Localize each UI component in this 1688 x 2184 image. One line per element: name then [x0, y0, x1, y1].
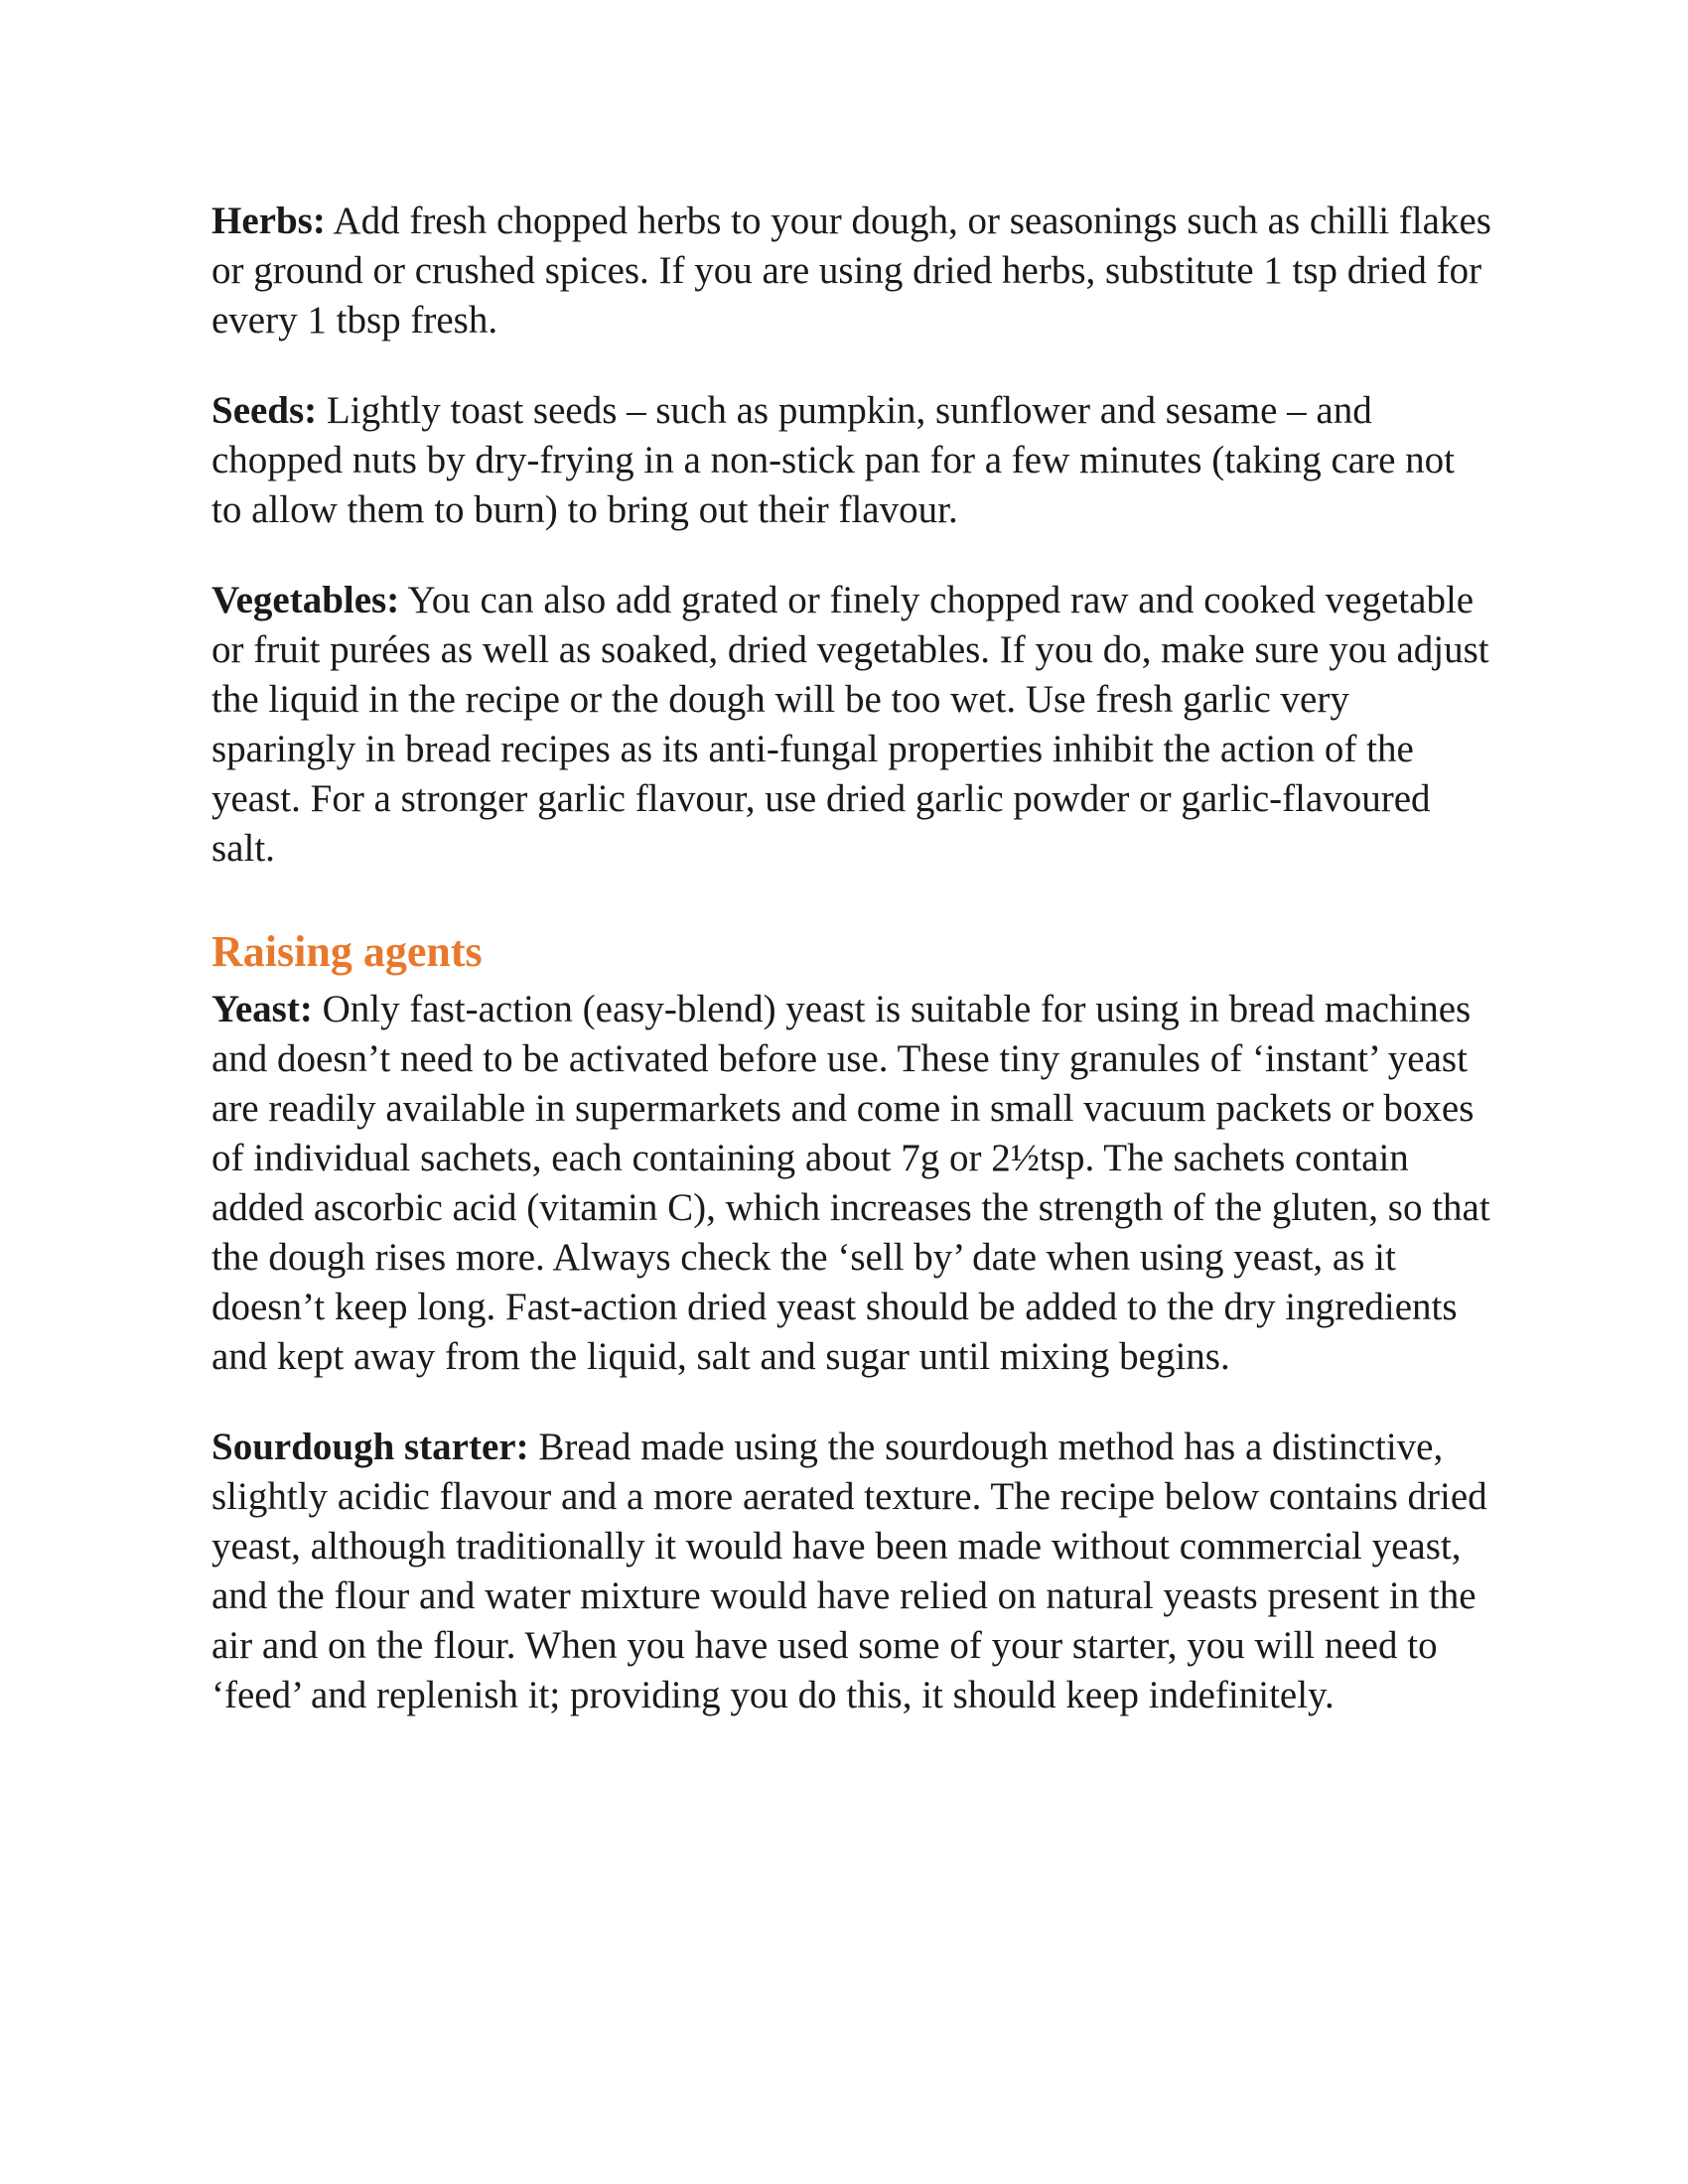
- document-page: [211, 197, 1492, 1761]
- paragraph-herbs: [211, 197, 1492, 345]
- paragraph-label: Sourdough starter:: [211, 1426, 529, 1468]
- section-heading: Raising agents: [211, 927, 483, 976]
- paragraph-text: Add fresh chopped herbs to your dough, or seasonings such as chilli flakes or ground or crushed spices. If you are using dried herbs, substitute 1 tsp dried for every 1 tbsp fresh.: [211, 200, 1491, 341]
- paragraph-label: Herbs:: [211, 200, 326, 242]
- paragraph-text: You can also add grated or finely chopped raw and cooked vegetable or fruit purées as well as soaked, dried vegetables. If you do, make sure you adjust the liquid in the recipe or the dough will be too wet. Use fresh garlic very sparingly in bread recipes as its anti-fungal properties inhibit the action of the yeast. For a stronger garlic flavour, use dried garlic powder or garlic-flavoured salt.: [211, 579, 1489, 870]
- paragraph-text: Lightly toast seeds – such as pumpkin, sunflower and sesame – and chopped nuts by dry-frying in a non-stick pan for a few minutes (taking care not to allow them to burn) to bring out their flavour.: [211, 389, 1455, 531]
- paragraph-label: Yeast:: [211, 988, 313, 1030]
- paragraph-label: Vegetables:: [211, 579, 400, 621]
- paragraph-sourdough-starter: [211, 1423, 1492, 1720]
- paragraph-text: Only fast-action (easy-blend) yeast is suitable for using in bread machines and doesn’t need to be activated before use. These tiny granules of ‘instant’ yeast are readily available in supermarkets and come in small vacuum packets or boxes of individual sachets, each containing about 7g or 2½tsp. The sachets contain added ascorbic acid (vitamin C), which increases the strength of the gluten, so that the dough rises more. Always check the ‘sell by’ date when using yeast, as it doesn’t keep long. Fast-action dried yeast should be added to the dry ingredients and kept away from the liquid, salt and sugar until mixing begins.: [211, 988, 1490, 1378]
- paragraph-seeds: [211, 386, 1492, 535]
- paragraph-vegetables: [211, 576, 1492, 874]
- paragraph-label: Seeds:: [211, 389, 318, 432]
- paragraph-yeast: [211, 985, 1492, 1382]
- paragraph-text: Bread made using the sourdough method has a distinctive, slightly acidic flavour and a more aerated texture. The recipe below contains dried yeast, although traditionally it would have been made without commercial yeast, and the flour and water mixture would have relied on natural yeasts present in the air and on the flour. When you have used some of your starter, you will need to ‘feed’ and replenish it; providing you do this, it should keep indefinitely.: [211, 1426, 1487, 1716]
